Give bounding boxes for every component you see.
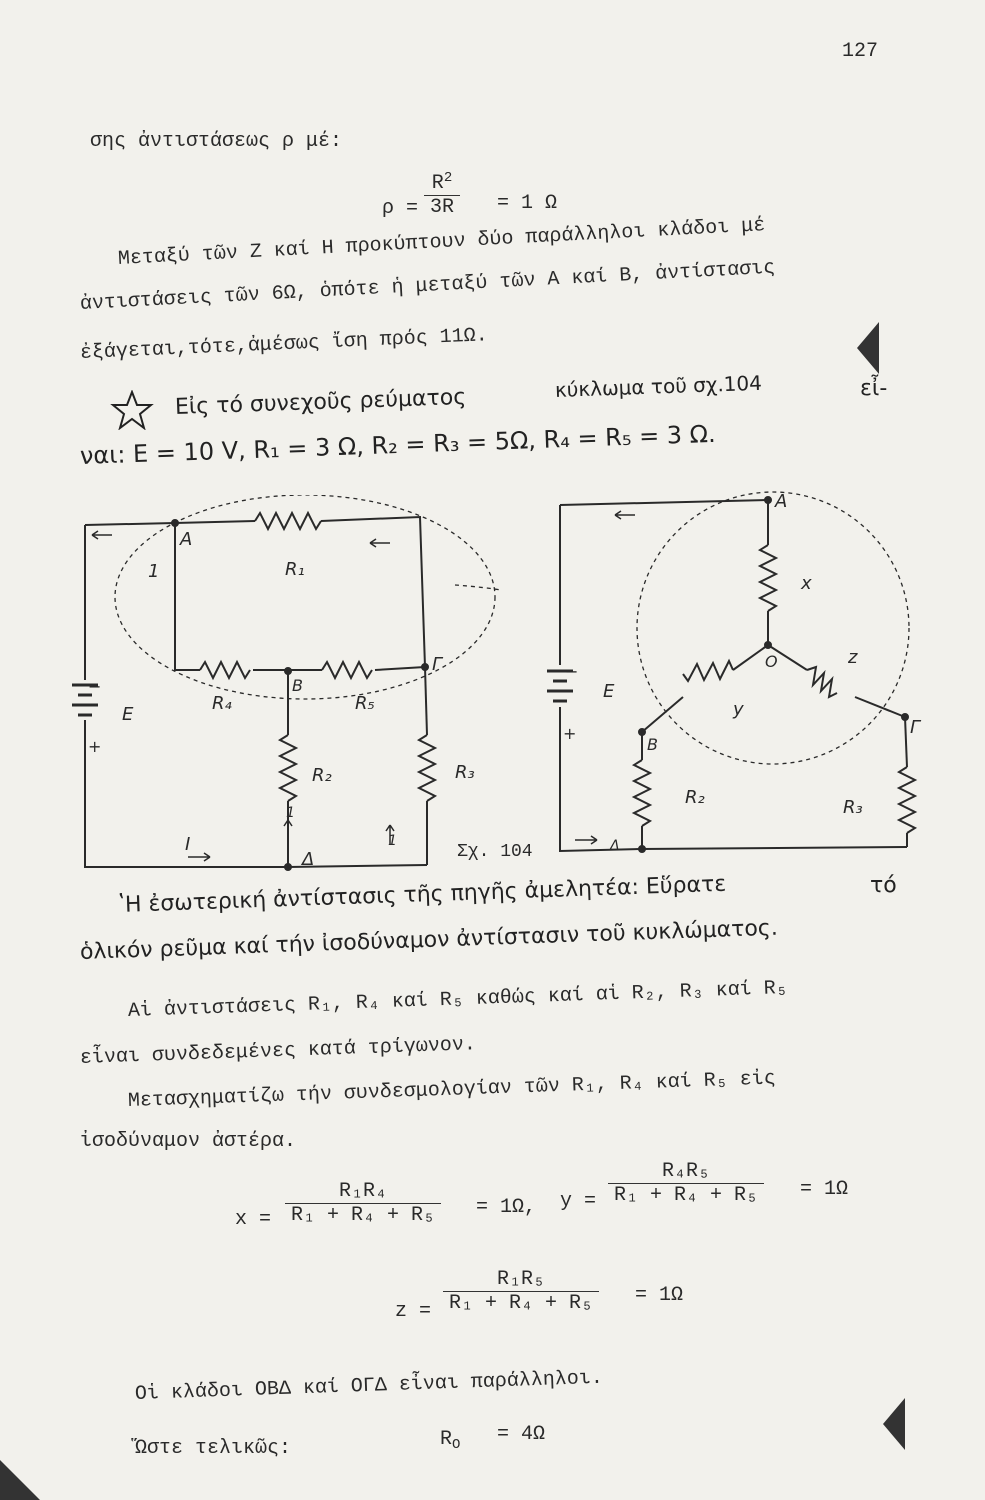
y-lhs: y = [560, 1190, 597, 1213]
node-g-right [902, 714, 908, 720]
wire-y-to-b [642, 697, 683, 732]
rho-rhs: = 1 Ω [497, 192, 558, 215]
p1-line-2: ἀντιστάσεις τῶν 6Ω, ὁπότε ἡ μεταξύ τῶν Α καί Β, ἀντίστασις [79, 256, 776, 316]
star-icon [110, 390, 154, 430]
label-e: E [122, 704, 134, 725]
label-x: x [801, 573, 812, 594]
final-symbol [440, 1428, 460, 1453]
label-o: O [765, 652, 778, 671]
node-g [422, 664, 428, 670]
p3-line-1: Μετασχηματίζω τήν συνδεσμολογίαν τῶν R₁, R₄ καί R₅ εἰς [127, 1067, 777, 1113]
node-b-right [639, 729, 645, 735]
node-o [765, 642, 771, 648]
wire-r5-to-g [375, 667, 425, 670]
label-one-r3: 1 [388, 833, 397, 849]
triangle-left-icon [883, 1398, 905, 1450]
resistor-y [683, 661, 733, 681]
resistor-r3 [419, 735, 435, 801]
label-r3-right: R₃ [843, 797, 863, 818]
label-d: Δ [302, 849, 315, 870]
rho-fraction [424, 170, 460, 219]
hw-line-4: ὁλικόν ρεῦμα καί τήν ἰσοδύναμον ἀντίστασιν τοῦ κυκλώματος. [79, 915, 779, 965]
arrow-bottom [188, 853, 210, 861]
p1-line-3: ἐξάγεται,τότε,ἀμέσως ἴση πρός 11Ω. [79, 324, 489, 365]
label-y: y [733, 699, 744, 720]
label-minus: − [88, 677, 102, 696]
arrow-top [615, 511, 635, 519]
resistor-r4 [200, 662, 250, 678]
resistor-r2-right [634, 760, 650, 826]
final-sub: O [452, 1437, 461, 1454]
page-corner-shadow [0, 1460, 40, 1500]
label-plus-right: + [563, 724, 577, 743]
z-rhs: = 1Ω [635, 1284, 684, 1307]
label-b-right: B [647, 735, 658, 754]
arrow-top-right [370, 539, 390, 547]
label-g-right: Γ [910, 717, 921, 738]
final-lhs: Ὥστε τελικῶς: [135, 1437, 292, 1460]
wire-a-to-r1 [175, 521, 255, 523]
hw-line-3a: ʽΗ ἐσωτερική ἀντίστασις τῆς πηγῆς ἀμελητέα: Εὕρατε [117, 871, 727, 918]
label-one-a: 1 [148, 561, 160, 582]
hw-line-1a: Εἰς τό συνεχοῦς ρεύματος [174, 384, 467, 420]
rho-den: 3R [424, 195, 460, 219]
p1-line-1: Μεταξύ τῶν Ζ καί Η προκύπτουν δύο παράλληλοι κλάδοι μέ [117, 214, 766, 271]
label-d-right: Δ [610, 838, 620, 854]
resistor-z [807, 667, 837, 697]
p2-line-1: Αἱ ἀντιστάσεις R₁, R₄ καί R₅ καθώς καί αἱ R₂, R₃ καί R₅ [127, 976, 789, 1023]
text-line-1: σης ἀντιστάσεως ρ μέ: [90, 130, 343, 153]
node-d-right [639, 846, 645, 852]
wire-g-to-r3 [905, 717, 907, 767]
p4-line: Οἱ κλάδοι ΟΒΔ καί ΟΓΔ εἶναι παράλληλοι. [134, 1366, 604, 1406]
figure-caption: Σχ. 104 [457, 842, 533, 862]
wire-o-to-y [733, 645, 768, 670]
y-fraction [608, 1160, 764, 1207]
wire-z-to-g [855, 697, 905, 717]
resistor-r1 [255, 513, 321, 529]
final-sym: R [440, 1428, 453, 1451]
z-num: R₁R₅ [497, 1268, 546, 1291]
label-a: A [180, 529, 193, 550]
rho-lhs: ρ = [382, 197, 419, 220]
hw-line-2: ναι: E = 10 V, R₁ = 3 Ω, R₂ = R₃ = 5Ω, R₄ = R₅ = 3 Ω. [79, 419, 717, 470]
y-num: R₄R₅ [662, 1160, 711, 1183]
hw-line-3b: τό [870, 873, 897, 898]
wire-g-to-r3 [425, 667, 427, 735]
resistor-r2 [280, 735, 296, 801]
label-r2-right: R₂ [685, 787, 705, 808]
arrow-r2 [284, 820, 292, 837]
rho-num-sup: 2 [443, 170, 453, 186]
x-rhs: = 1Ω, [476, 1196, 537, 1219]
final-rhs: = 4Ω [497, 1423, 546, 1446]
x-num: R₁R₄ [339, 1180, 388, 1203]
label-a-right: A [775, 491, 788, 512]
node-b [285, 668, 291, 674]
wire-top-left [85, 523, 175, 525]
label-plus: + [88, 737, 102, 756]
label-g: Γ [432, 654, 443, 675]
y-rhs: = 1Ω [800, 1178, 849, 1201]
node-a [172, 520, 178, 526]
p3-line-2: ἰσοδύναμον ἀστέρα. [80, 1130, 297, 1153]
resistor-r5 [322, 662, 372, 678]
label-r2: R₂ [312, 765, 332, 786]
hw-line-1c: εἶ- [860, 376, 888, 401]
hw-line-1b: κύκλωμα τοῦ σχ.104 [554, 370, 763, 402]
wire-top [560, 500, 768, 505]
label-i: I [185, 834, 191, 855]
label-minus-right: − [565, 662, 579, 681]
label-b: B [292, 676, 303, 695]
wire-bottom [85, 720, 427, 867]
label-r3: R₃ [455, 762, 475, 783]
page-number: 127 [842, 40, 879, 63]
x-den: R₁ + R₄ + R₅ [285, 1203, 441, 1227]
arrow-bottom-right [575, 836, 597, 844]
resistor-x [760, 545, 776, 611]
y-den: R₁ + R₄ + R₅ [608, 1183, 764, 1207]
circuit-right-diagram [535, 485, 935, 865]
z-fraction [443, 1268, 599, 1315]
label-z: z [848, 647, 858, 668]
label-one-r2: 1 [286, 805, 295, 821]
triangle-left-icon [857, 322, 879, 374]
node-d [285, 864, 291, 870]
x-fraction [285, 1180, 441, 1227]
arrow-top-left [92, 531, 112, 539]
wire-bottom [560, 707, 907, 851]
rho-num: R [431, 172, 444, 195]
dashed-link [455, 585, 500, 617]
resistor-r3-right [899, 767, 915, 833]
label-r1: R₁ [285, 559, 305, 580]
dashed-circle-right [637, 492, 909, 764]
label-e-right: E [603, 681, 615, 702]
p2-line-2: εἶναι συνδεδεμένες κατά τρίγωνον. [79, 1033, 477, 1070]
label-r5: R₅ [355, 693, 375, 714]
node-a-right [765, 497, 771, 503]
z-den: R₁ + R₄ + R₅ [443, 1291, 599, 1315]
circuit-left-diagram [60, 495, 500, 890]
x-lhs: x = [235, 1208, 272, 1231]
label-r4: R₄ [212, 693, 232, 714]
z-lhs: z = [395, 1300, 432, 1323]
wire-r1-to-g [321, 517, 425, 667]
